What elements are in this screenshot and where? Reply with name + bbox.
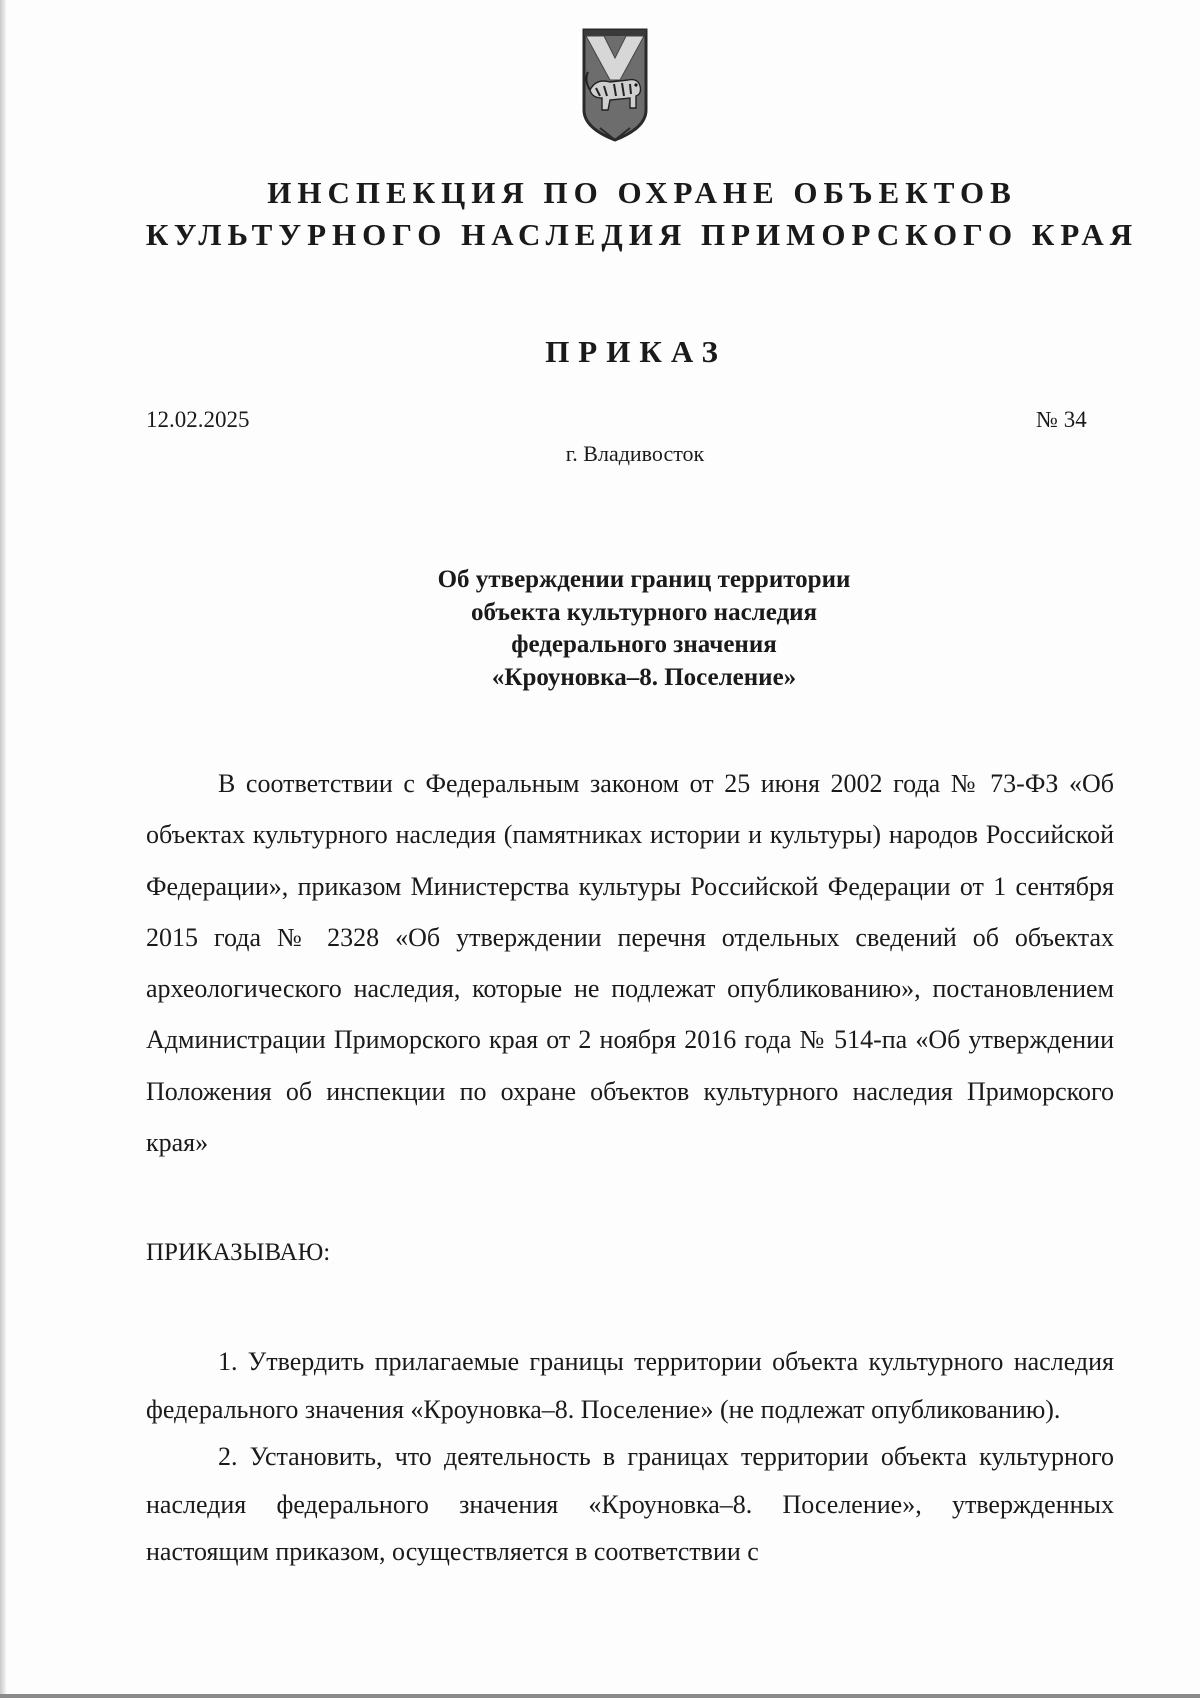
document-number: № 34	[1036, 407, 1087, 432]
subject-line-1: Об утверждении границ территории	[437, 566, 851, 593]
document-type-heading: ПРИКАЗ	[545, 334, 727, 369]
subject-line-3: федерального значения	[511, 631, 777, 658]
document-city: г. Владивосток	[565, 441, 705, 466]
document-subject	[0, 564, 1200, 694]
scan-bottom-edge	[0, 1694, 1200, 1698]
organization-title	[0, 172, 1200, 256]
document-date: 12.02.2025	[146, 407, 250, 432]
order-item-2: 2. Установить, что деятельность в границах территории объекта культурного наследия федерального значения «Кроуновка–8. Поселение», утвержденных настоящим приказом, осуществляется в соответствии с	[146, 1442, 1114, 1566]
subject-line-2: объекта культурного наследия	[470, 598, 818, 626]
order-item-1: 1. Утвердить прилагаемые границы территории объекта культурного наследия федерального значения «Кроуновка–8. Поселение» (не подлежат опубликованию).	[146, 1347, 1114, 1424]
order-items	[146, 1338, 1114, 1576]
coat-of-arms-icon	[580, 24, 650, 146]
preamble-text: В соответствии с Федеральным законом от 25 июня 2002 года № 73-ФЗ «Об объектах культурного наследия (памятниках истории и культуры) народов Российской Федерации», приказом Министерства культуры Российской Федерации от 1 сентября 2015 года № 2328 «Об утверждении перечня отдельных сведений об объектах археологического наследия, которые не подлежат опубликованию», постановлением Администрации Приморского края от 2 ноября 2016 года № 514-па «Об утверждении Положения об инспекции по охране объектов культурного наследия Приморского края»	[146, 769, 1114, 1158]
subject-line-4: «Кроуновка–8. Поселение»	[491, 663, 797, 691]
order-keyword: ПРИКАЗЫВАЮ:	[146, 1239, 331, 1266]
organization-title-line-2: КУЛЬТУРНОГО НАСЛЕДИЯ ПРИМОРСКОГО КРАЯ	[145, 217, 1139, 252]
organization-title-line-1: ИНСПЕКЦИЯ ПО ОХРАНЕ ОБЪЕКТОВ	[267, 175, 1017, 210]
preamble-paragraph	[146, 758, 1114, 1168]
